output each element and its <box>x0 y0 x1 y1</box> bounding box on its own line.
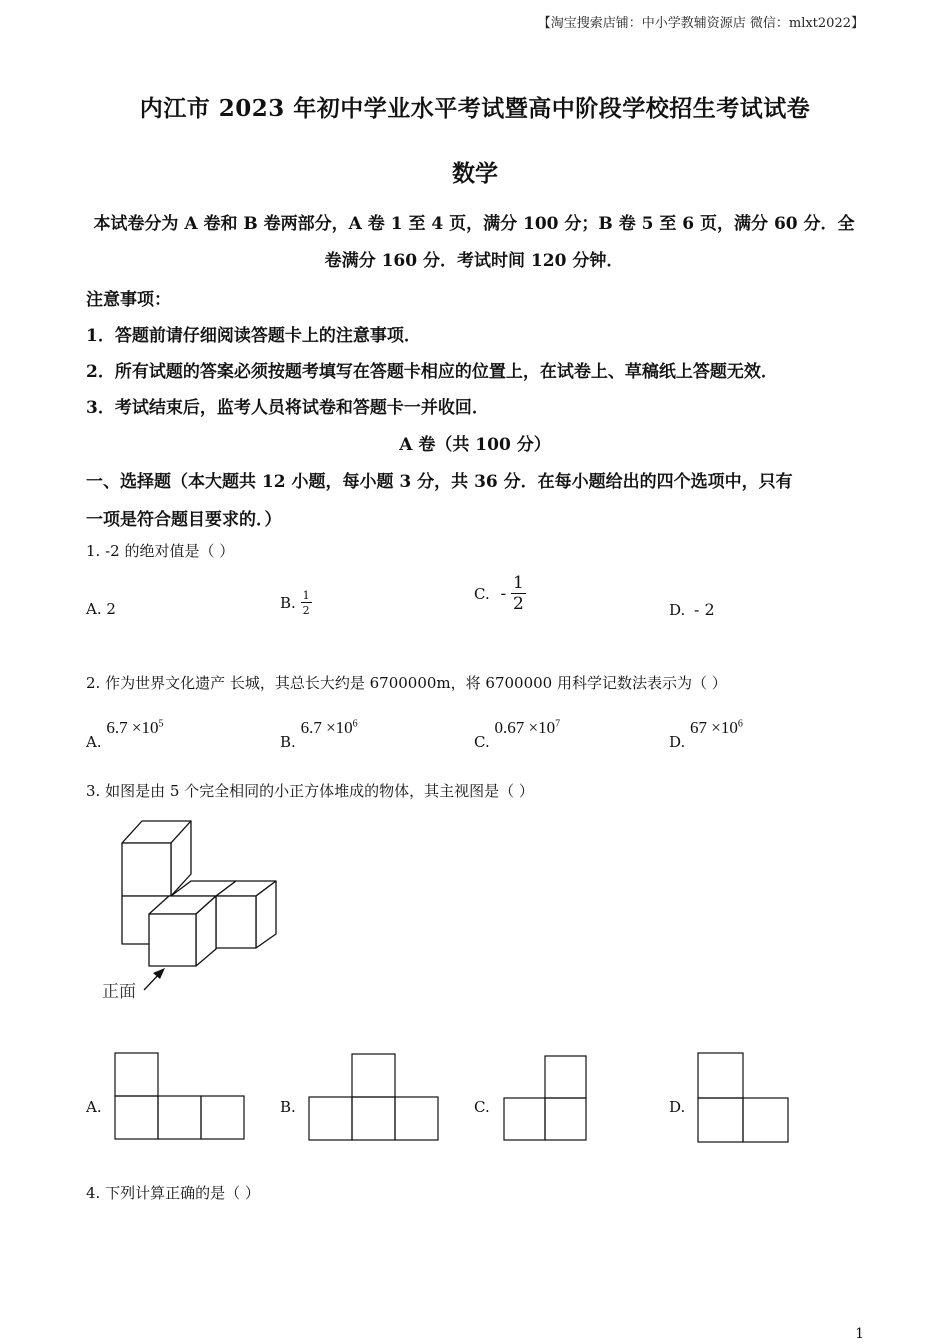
q2-option-b <box>280 718 358 751</box>
fraction <box>301 590 312 616</box>
square <box>743 1098 788 1142</box>
sci-exponent: 6 <box>352 718 358 730</box>
exam-title: 内江市 2023 年初中学业水平考试暨高中阶段学校招生考试试卷 <box>139 95 811 122</box>
square <box>352 1097 395 1140</box>
square <box>698 1053 743 1098</box>
minus-sign: - <box>500 584 507 604</box>
sci-exponent: 7 <box>555 718 561 730</box>
square <box>698 1098 743 1142</box>
q3-option-a-label: A. <box>86 1098 102 1116</box>
square <box>158 1096 201 1139</box>
q2-option-d <box>669 718 743 751</box>
option-label: A. <box>86 600 102 618</box>
q2-option-c <box>474 718 561 751</box>
option-label: B. <box>280 733 296 751</box>
exam-intro: 本试卷分为 A 卷和 B 卷两部分，A 卷 1 至 4 页，满分 100 分；B 卷 5 至 6 页，满分 60 分．全卷满分 160 分．考试时间 120 分钟． <box>93 214 855 271</box>
sci-base: 0.67 ×10 <box>494 718 556 737</box>
part1-heading: 一、选择题（本大题共 12 小题，每小题 3 分，共 36 分．在每小题给出的四个选项中，只有 <box>86 472 793 492</box>
page-number: 1 <box>855 1326 864 1342</box>
option-value <box>301 718 358 737</box>
notes-heading: 注意事项： <box>86 290 171 310</box>
option-label: C. <box>474 585 490 603</box>
square <box>352 1054 395 1097</box>
header-note: 【淘宝搜索店铺：中小学教辅资源店 微信：mlxt2022】 <box>537 16 864 31</box>
square <box>504 1098 545 1140</box>
q3-option-c-figure <box>502 1052 602 1147</box>
cube-face <box>122 843 171 896</box>
note-item: 1．答题前请仔细阅读答题卡上的注意事项． <box>86 326 421 346</box>
q3-option-a-figure <box>112 1050 252 1145</box>
q1-option-b <box>280 590 312 616</box>
q3-option-c-label: C. <box>474 1098 490 1116</box>
numerator: 1 <box>513 573 524 593</box>
question-1-stem: 1. -2 的绝对值是（ ） <box>86 542 235 560</box>
option-value <box>106 718 163 737</box>
numerator: 1 <box>302 589 310 602</box>
q1-option-a <box>86 600 116 618</box>
question-4-stem: 4. 下列计算正确的是（ ） <box>86 1184 260 1202</box>
cube-face <box>149 914 196 966</box>
q3-option-b-figure <box>306 1050 446 1145</box>
subject-title: 数学 <box>452 160 498 187</box>
note-item: 3．考试结束后，监考人员将试卷和答题卡一并收回． <box>86 398 489 418</box>
square <box>395 1097 438 1140</box>
arrow-head-icon <box>153 968 165 979</box>
part1-heading-cont: 一项是符合题目要求的．） <box>86 510 282 530</box>
q1-option-c <box>474 575 526 613</box>
option-value <box>495 718 561 737</box>
question-2-stem: 2. 作为世界文化遗产 长城，其总长大约是 6700000m，将 6700000 用科学记数法表示为（ ） <box>86 674 727 692</box>
sci-exponent: 6 <box>737 718 743 730</box>
square <box>201 1096 244 1139</box>
question-3-stem: 3. 如图是由 5 个完全相同的小正方体堆成的物体，其主视图是（ ） <box>86 782 534 800</box>
note-item: 2．所有试题的答案必须按题考填写在答题卡相应的位置上，在试卷上、草稿纸上答题无效． <box>86 362 778 382</box>
option-label: D. <box>669 601 686 619</box>
q3-option-d-label: D. <box>669 1098 686 1116</box>
sci-base: 6.7 ×10 <box>106 718 159 737</box>
denominator: 2 <box>302 604 310 617</box>
q3-option-d-figure <box>696 1050 796 1145</box>
square <box>545 1098 586 1140</box>
square <box>115 1096 158 1139</box>
square <box>545 1056 586 1098</box>
section-a-heading: A 卷（共 100 分） <box>399 435 551 455</box>
q1-option-d <box>669 600 715 619</box>
option-label: C. <box>474 733 490 751</box>
cube-face <box>216 896 256 948</box>
front-view-label: 正面 <box>102 982 136 1002</box>
option-value: - 2 <box>694 600 715 619</box>
option-label: A. <box>86 733 102 751</box>
sci-exponent: 5 <box>158 718 164 730</box>
square <box>309 1097 352 1140</box>
option-value: 2 <box>106 600 116 618</box>
option-label: D. <box>669 733 686 751</box>
fraction <box>511 575 526 613</box>
square <box>115 1053 158 1096</box>
sci-base: 6.7 ×10 <box>300 718 353 737</box>
option-label: B. <box>280 594 296 612</box>
denominator: 2 <box>513 594 524 614</box>
sci-base: 67 ×10 <box>690 718 738 737</box>
option-value <box>690 718 743 737</box>
q3-option-b-label: B. <box>280 1098 296 1116</box>
q2-option-a <box>86 718 164 751</box>
